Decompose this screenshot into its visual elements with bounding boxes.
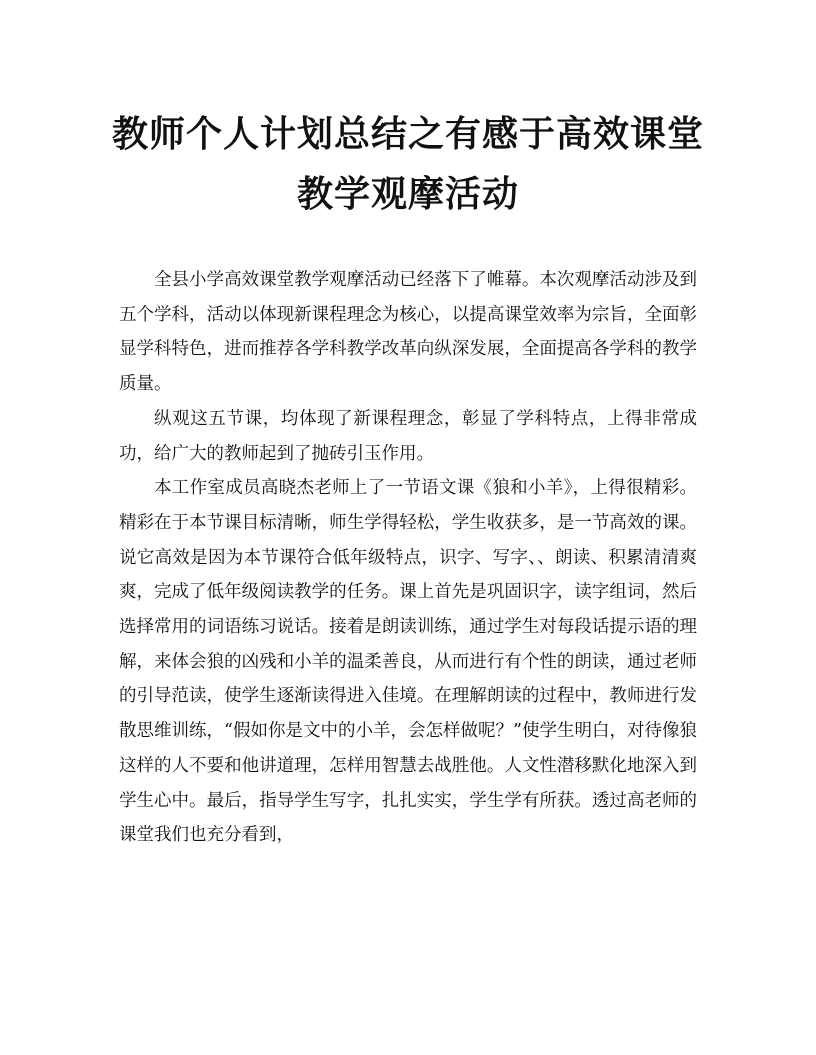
paragraph-2: 纵观这五节课，均体现了新课程理念，彰显了学科特点，上得非常成功，给广大的教师起到了抛砖引玉作用。 bbox=[119, 408, 697, 464]
document-title bbox=[100, 104, 716, 224]
paragraph-1: 全县小学高效课堂教学观摩活动已经落下了帷幕。本次观摩活动涉及到五个学科，活动以体现新课程理念为核心，以提高课堂效率为宗旨，全面彰显学科特色，进而推荐各学科教学改革向纵深发展，全面提高各学科的教学质量。 bbox=[119, 270, 697, 395]
title-line-2: 教学观摩活动 bbox=[296, 173, 519, 215]
title-line-1: 教师个人计划总结之有感于高效课堂 bbox=[111, 113, 704, 155]
paragraph-3: 本工作室成员高晓杰老师上了一节语文课《狼和小羊》，上得很精彩。精彩在于本节课目标清晰，师生学得轻松，学生收获多，是一节高效的课。说它高效是因为本节课符合低年级特点，识字、写字、、朗读、积累清清爽爽，完成了低年级阅读教学的任务。课上首先是巩固识字，读字组词，然后选择常用的词语练习说话。接着是朗读训练，通过学生对每段话提示语的理解，来体会狼的凶残和小羊的温柔善良，从而进行有个性的朗读，通过老师的引导范读，使学生逐渐读得进入佳境。在理解朗读的过程中，教师进行发散思维训练，“假如你是文中的小羊，会怎样做呢？”使学生明白，对待像狼这样的人不要和他讲道理，怎样用智慧去战胜他。人文性潜移默化地深入到学生心中。最后，指导学生写字，扎扎实实，学生学有所获。透过高老师的课堂我们也充分看到， bbox=[119, 478, 697, 846]
document-body bbox=[119, 263, 697, 853]
